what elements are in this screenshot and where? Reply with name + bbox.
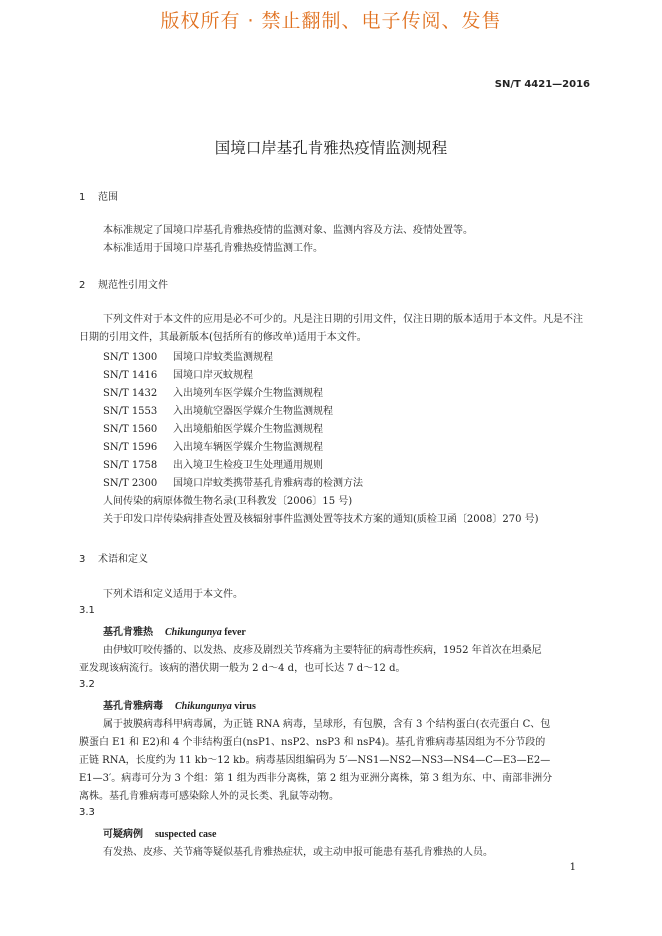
term-zh: 基孔肯雅病毒 (103, 701, 163, 712)
definition-line: 有发热、皮疹、关节痛等疑似基孔肯雅热症状，或主动申报可能患有基孔肯雅热的人员。 (103, 847, 493, 858)
section-3-heading (79, 550, 148, 565)
section-title: 范围 (98, 192, 118, 203)
reference-title: 国境口岸灭蚊规程 (173, 370, 253, 381)
reference-item (103, 456, 323, 471)
section-number: 3 (79, 554, 86, 565)
definition-line: E1—3′。病毒可分为 3 个组：第 1 组为西非分离株，第 2 组为亚洲分离株，第 3 组为东、中、南部非洲分 (79, 773, 553, 784)
document-title: 国境口岸基孔肯雅热疫情监测规程 (214, 139, 448, 157)
definition-line: 亚发现该病流行。该病的潜伏期一般为 2 d～4 d，也可长达 7 d～12 d。 (79, 663, 406, 674)
reference-title: 国境口岸蚊类携带基孔肯雅病毒的检测方法 (173, 478, 363, 489)
reference-title: 入出境车辆医学媒介生物监测规程 (173, 442, 323, 453)
section-2-heading (79, 276, 168, 291)
term-en: Chikungunya fever (165, 627, 246, 638)
clause-number: 3.3 (79, 807, 95, 818)
section-number: 1 (79, 192, 86, 203)
definition-line: 膜蛋白 E1 和 E2)和 4 个非结构蛋白(nsP1、nsP2、nsP3 和 nsP4)。基孔肯雅病毒基因组为不分节段的 (79, 737, 546, 748)
term-heading (103, 697, 256, 712)
clause-number: 3.1 (79, 605, 95, 616)
reference-item: 人间传染的病原体微生物名录(卫科教发〔2006〕15 号) (103, 496, 353, 507)
definition-line: 属于披膜病毒科甲病毒属，为正链 RNA 病毒，呈球形，有包膜，含有 3 个结构蛋白(衣壳蛋白 C、包 (103, 719, 551, 730)
reference-item (103, 384, 323, 399)
section-number: 2 (79, 280, 86, 291)
clause-number: 3.2 (79, 679, 95, 690)
term-heading (103, 623, 246, 638)
copyright-watermark: 版权所有 · 禁止翻制、电子传阅、发售 (160, 10, 502, 32)
standard-code: SN/T 4421—2016 (494, 79, 590, 90)
reference-code: SN/T 1758 (103, 460, 158, 471)
section-1-heading (79, 188, 118, 203)
reference-title: 国境口岸蚊类监测规程 (173, 352, 273, 363)
term-en: Chikungunya virus (175, 701, 256, 712)
reference-code: SN/T 2300 (103, 478, 158, 489)
term-heading (103, 825, 216, 840)
page-number: 1 (569, 862, 576, 873)
reference-code: SN/T 1300 (103, 352, 158, 363)
reference-item (103, 348, 273, 363)
reference-item (103, 420, 323, 435)
term-zh: 基孔肯雅热 (103, 627, 153, 638)
reference-code: SN/T 1560 (103, 424, 158, 435)
paragraph: 下列术语和定义适用于本文件。 (103, 589, 243, 600)
reference-title: 出入境卫生检疫卫生处理通用规则 (173, 460, 323, 471)
term-en: suspected case (155, 829, 217, 840)
reference-item (103, 402, 333, 417)
reference-code: SN/T 1416 (103, 370, 158, 381)
paragraph: 本标准规定了国境口岸基孔肯雅热疫情的监测对象、监测内容及方法、疫情处置等。 (103, 225, 473, 236)
reference-item (103, 474, 363, 489)
definition-line: 离株。基孔肯雅病毒可感染除人外的灵长类、乳鼠等动物。 (79, 791, 339, 802)
reference-title: 入出境列车医学媒介生物监测规程 (173, 388, 323, 399)
paragraph: 本标准适用于国境口岸基孔肯雅热疫情监测工作。 (103, 243, 323, 254)
term-zh: 可疑病例 (103, 829, 143, 840)
definition-line: 正链 RNA，长度约为 11 kb～12 kb。病毒基因组编码为 5′—NS1—NS2—NS3—NS4—C—E3—E2— (79, 755, 551, 766)
reference-item: 关于印发口岸传染病排查处置及核辐射事件监测处置等技术方案的通知(质检卫函〔2008〕270 号) (103, 514, 539, 525)
reference-code: SN/T 1553 (103, 406, 158, 417)
reference-item (103, 438, 323, 453)
definition-line: 由伊蚊叮咬传播的、以发热、皮疹及剧烈关节疼痛为主要特征的病毒性疾病，1952 年首次在坦桑尼 (103, 645, 542, 656)
reference-code: SN/T 1432 (103, 388, 158, 399)
reference-code: SN/T 1596 (103, 442, 158, 453)
reference-title: 入出境航空器医学媒介生物监测规程 (173, 406, 333, 417)
reference-title: 入出境船舶医学媒介生物监测规程 (173, 424, 323, 435)
section-title: 规范性引用文件 (98, 280, 168, 291)
reference-item (103, 366, 253, 381)
paragraph: 下列文件对于本文件的应用是必不可少的。凡是注日期的引用文件，仅注日期的版本适用于本文件。凡是不注日期的引用文件，其最新版本(包括所有的修改单)适用于本文件。 (79, 314, 583, 343)
section-title: 术语和定义 (98, 554, 148, 565)
